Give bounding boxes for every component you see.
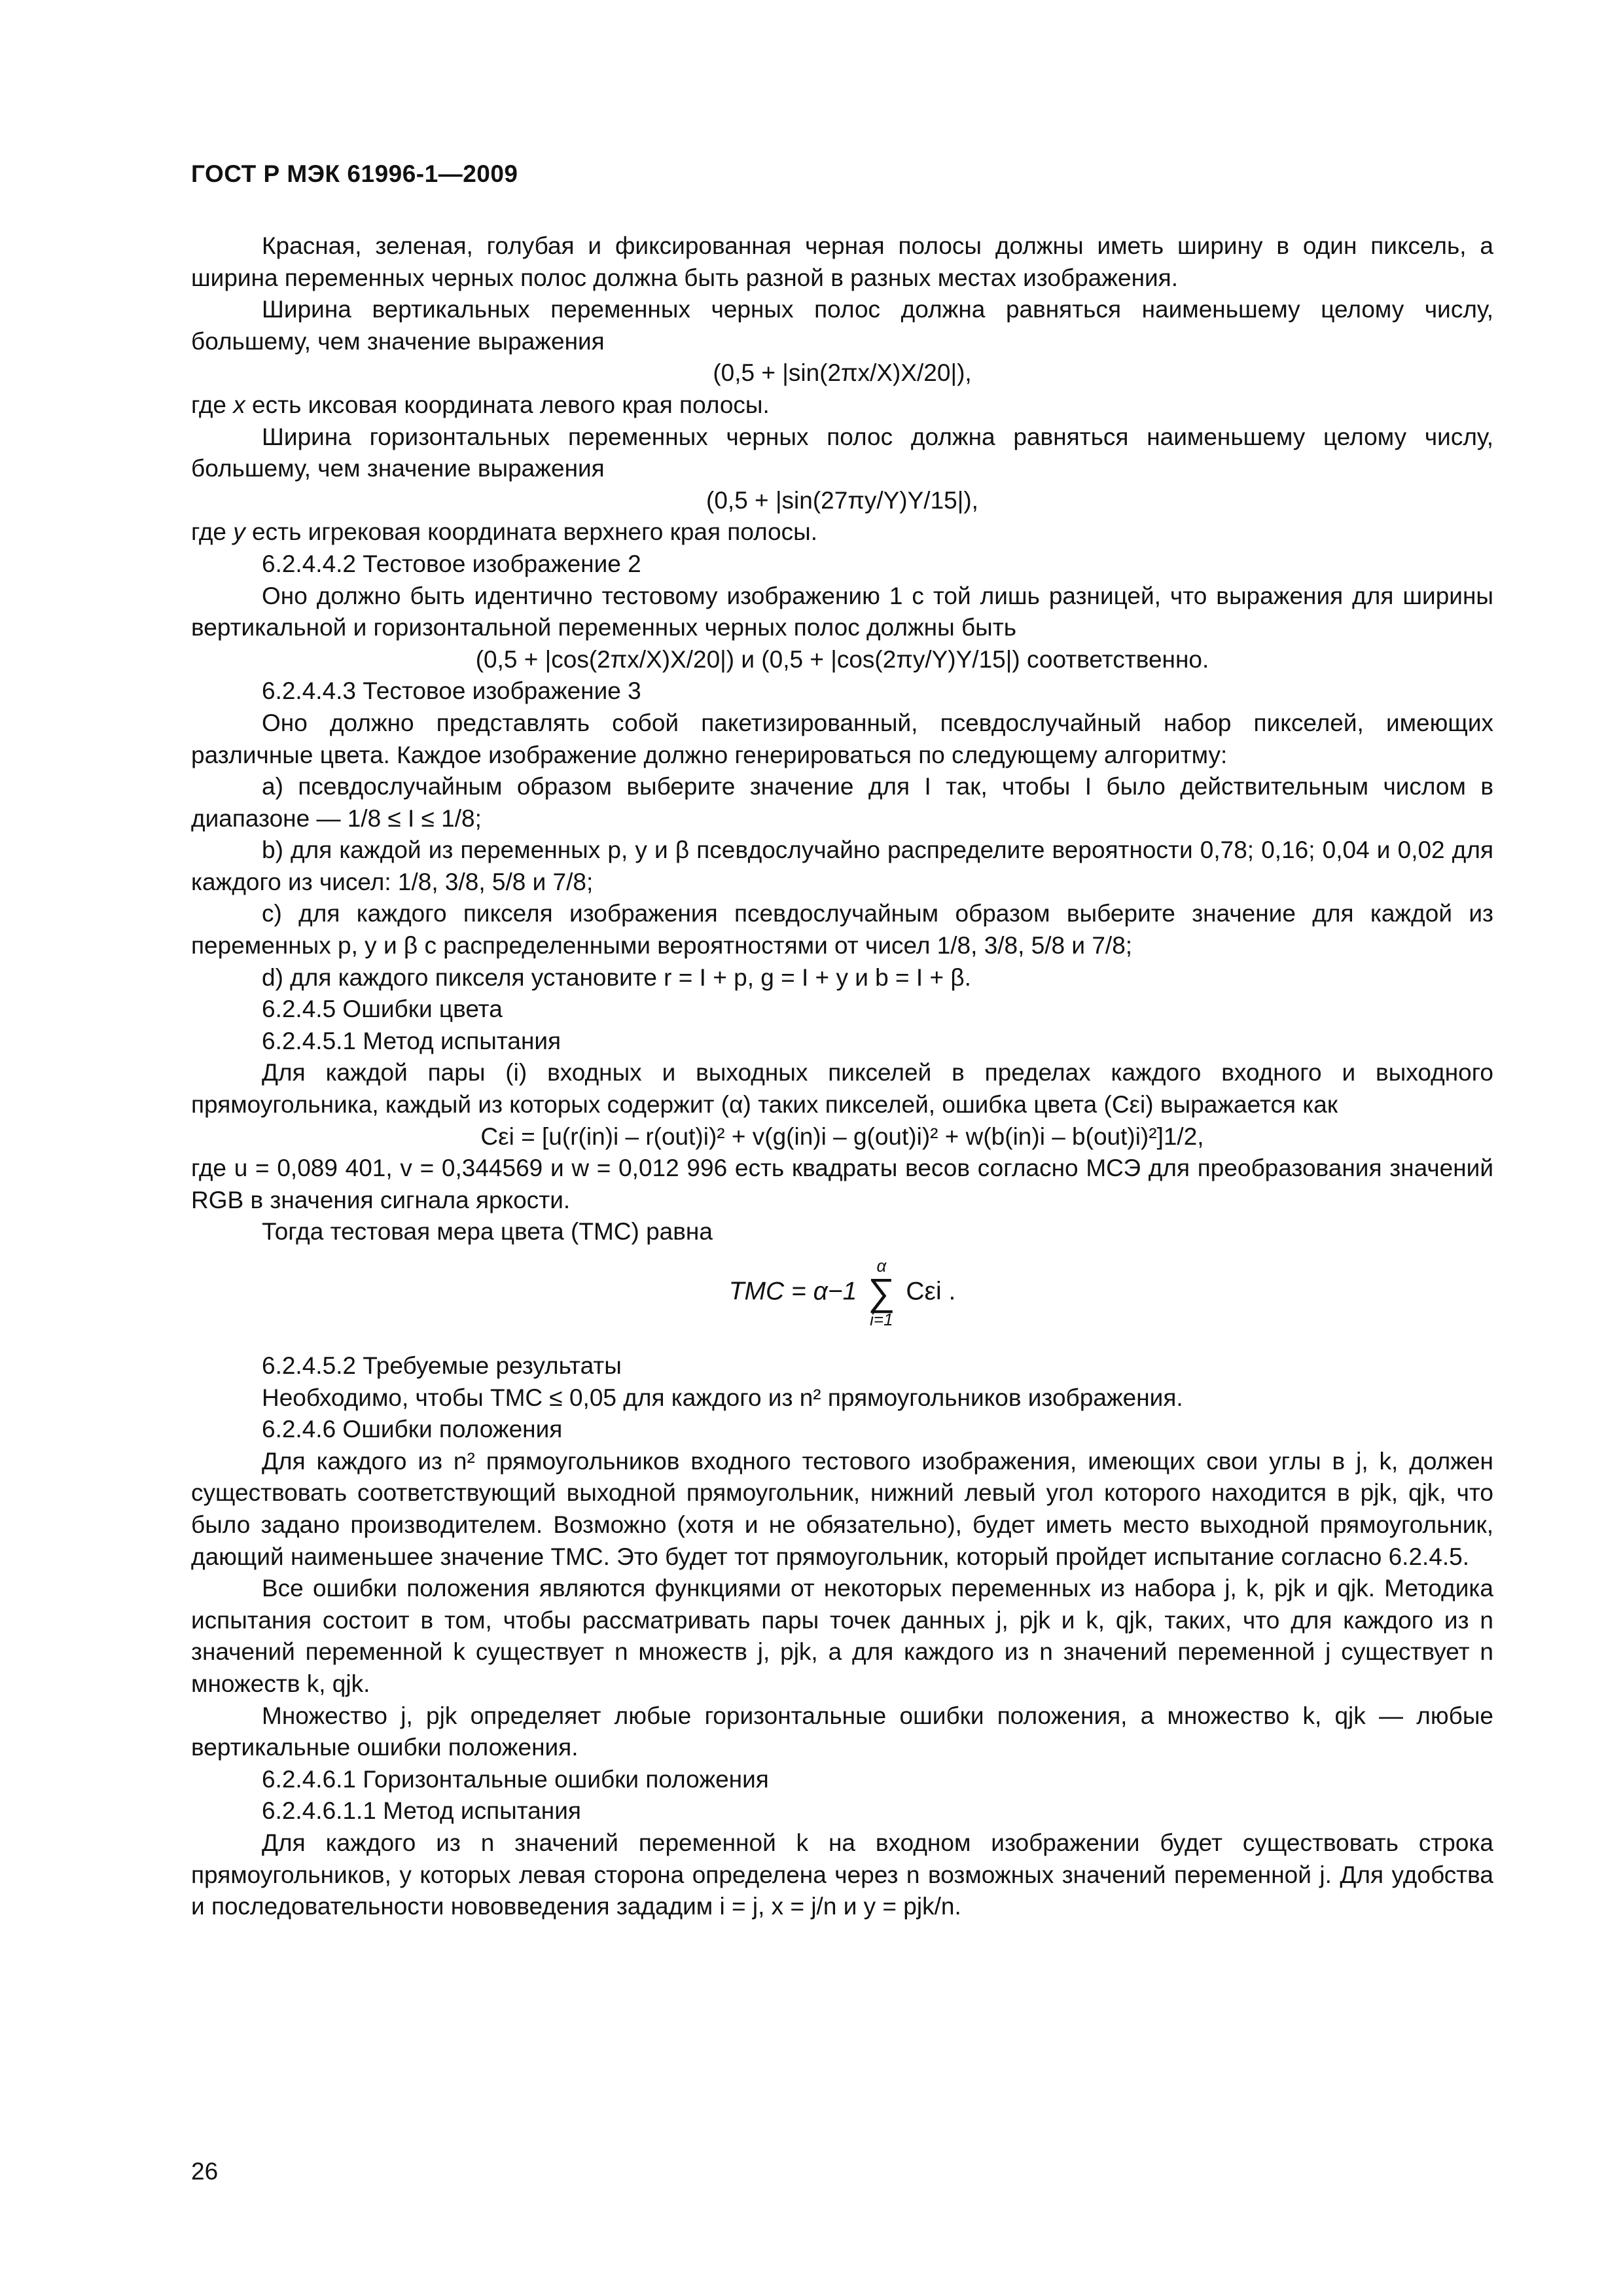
formula: (0,5 + |sin(27πy/Y)Y/15|), [706,486,978,514]
paragraph: Множество j, pjk определяет любые горизонтальные ошибки положения, а множество k, qjk — любые вертикальные ошибки положения. [191,1702,1493,1761]
sum-upper-limit: α [876,1256,887,1276]
paragraph: Оно должно быть идентично тестовому изображению 1 с той лишь разницей, что выражения для ширины вертикальной и горизонтальной переменных черных полос должны быть [191,582,1493,641]
section-heading: 6.2.4.6 Ошибки положения [262,1416,563,1443]
paragraph: где x есть иксовая координата левого края полосы. [191,391,770,418]
formula: (0,5 + |cos(2πx/X)X/20|) и (0,5 + |cos(2πy/Y)Y/15|) соответственно. [475,645,1209,673]
section-heading: 6.2.4.5 Ошибки цвета [262,996,503,1023]
formula-sum [191,1257,1493,1344]
document-header: ГОСТ Р МЭК 61996-1—2009 [191,160,518,187]
paragraph: Тогда тестовая мера цвета (TMC) равна [262,1218,713,1246]
list-item: b) для каждой из переменных p, y и β псевдослучайно распределите вероятности 0,78; 0,16; 0,04 и 0,02 для каждого из чисел: 1/8, 3/8, 5/8 и 7/8; [191,836,1493,895]
section-heading: 6.2.4.5.2 Требуемые результаты [262,1352,622,1379]
list-item: c) для каждого пикселя изображения псевдослучайным образом выберите значение для каждой из переменных p, y и β с распределенными вероятностями от чисел 1/8, 3/8, 5/8 и 7/8; [191,900,1493,960]
sum-symbol: α ∑ i=1 [868,1256,895,1329]
paragraph: Для каждой пары (i) входных и выходных пикселей в пределах каждого входного и выходного прямоугольника, каждый из которых содержит (α) таких пикселей, ошибка цвета (Cεi) выражается как [191,1059,1493,1119]
paragraph: где y есть игрековая координата верхнего края полосы. [191,518,818,546]
section-heading: 6.2.4.6.1 Горизонтальные ошибки положения [262,1765,769,1793]
paragraph: Ширина горизонтальных переменных черных полос должна равняться наименьшему целому числу, большему, чем значение выражения [191,423,1493,482]
formula-lhs: TMC = α−1 [728,1277,857,1306]
paragraph: Ширина вертикальных переменных черных полос должна равняться наименьшему целому числу, большему, чем значение выражения [191,296,1493,355]
paragraph: Для каждого из n значений переменной k на входном изображении будет существовать строка прямоугольников, у которых левая сторона определена через n возможных значений переменной j. Для удобства и последовательности нововведения зададим i = j, x = j/n и y = pjk/n. [191,1829,1493,1920]
section-heading: 6.2.4.5.1 Метод испытания [262,1027,562,1054]
paragraph: Красная, зеленая, голубая и фиксированная черная полосы должны иметь ширину в один пиксель, а ширина переменных черных полос должна быть разной в разных местах изображения. [191,232,1493,291]
formula: Cεi = [u(r(in)i – r(out)i)² + v(g(in)i – g(out)i)² + w(b(in)i – b(out)i)²]1/2, [480,1122,1204,1150]
paragraph: Оно должно представлять собой пакетизированный, псевдослучайный набор пикселей, имеющих различные цвета. Каждое изображение должно генерироваться по следующему алгоритму: [191,709,1493,768]
page-number: 26 [191,2158,219,2185]
section-heading: 6.2.4.4.2 Тестовое изображение 2 [262,550,641,577]
list-item: a) псевдослучайным образом выберите значение для I так, чтобы I было действительным числом в диапазоне — 1/8 ≤ I ≤ 1/8; [191,773,1493,832]
document-body [191,230,1493,1923]
paragraph: Все ошибки положения являются функциями от некоторых переменных из набора j, k, pjk и qjk. Методика испытания состоит в том, чтобы рассматривать пары точек данных j, pjk и k, qjk, таких, что для каждого из n значений переменной k существует n множеств j, pjk, а для каждого из n значений переменной j существует n множеств k, qjk. [191,1575,1493,1697]
list-item: d) для каждого пикселя установите r = I + p, g = I + y и b = I + β. [262,963,971,991]
paragraph: Для каждого из n² прямоугольников входного тестового изображения, имеющих свои углы в j, k, должен существовать соответствующий выходной прямоугольник, нижний левый угол которого находится в pjk, qjk, что было задано производителем. Возможно (хотя и не обязательно), будет иметь место выходной прямоугольник, дающий наименьшее значение TMC. Это будет тот прямоугольник, который пройдет испытание согласно 6.2.4.5. [191,1447,1493,1570]
formula: (0,5 + |sin(2πx/X)X/20|), [713,359,972,387]
variable: x [233,391,245,418]
section-heading: 6.2.4.4.3 Тестовое изображение 3 [262,677,641,705]
variable: y [233,518,245,546]
paragraph: Необходимо, чтобы TMC ≤ 0,05 для каждого из n² прямоугольников изображения. [262,1384,1183,1411]
sum-lower-limit: i=1 [870,1310,893,1329]
paragraph: где u = 0,089 401, v = 0,344569 и w = 0,012 996 есть квадраты весов согласно МСЭ для преобразования значений RGB в значения сигнала яркости. [191,1155,1493,1213]
formula-rhs: Cεi . [906,1277,956,1306]
section-heading: 6.2.4.6.1.1 Метод испытания [262,1797,581,1825]
